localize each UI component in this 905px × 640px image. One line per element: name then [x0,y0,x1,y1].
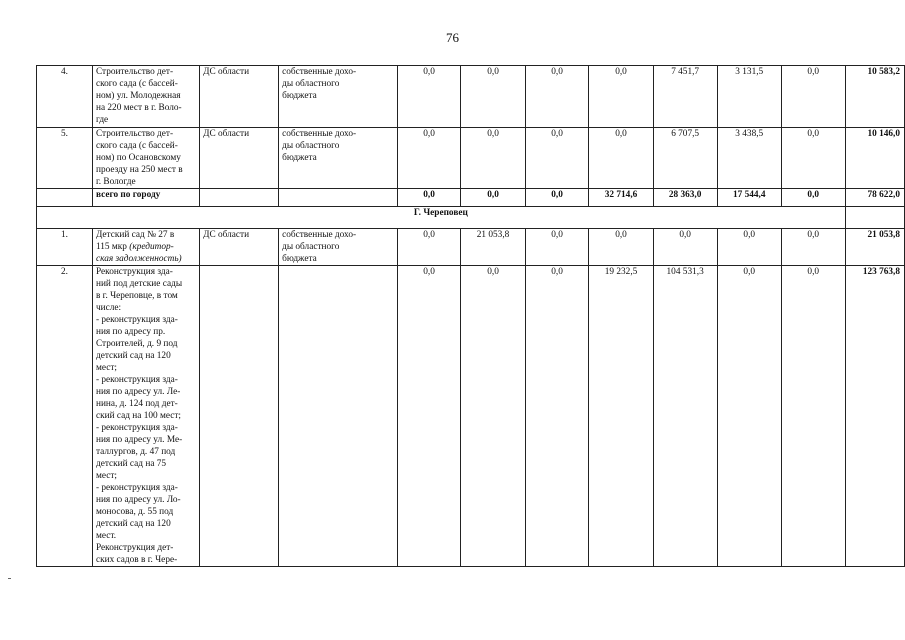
row-number: 2. [37,266,93,567]
value-cell: 104 531,3 [653,266,717,567]
value-cell: 19 232,5 [589,266,653,567]
table-row [37,66,905,128]
value-cell: 3 131,5 [717,66,781,128]
subtotal-row [37,189,905,207]
object-name: Детский сад № 27 в 115 мкр (кредитор- ская задолженность) [92,229,199,266]
row-number: 4. [37,66,93,128]
value-cell: 0,0 [461,266,525,567]
value-cell: 0,0 [589,66,653,128]
scan-mark [8,578,11,579]
value-cell: 0,0 [589,229,653,266]
value-cell: 0,0 [525,128,589,189]
subtotal-label: всего по городу [92,189,199,207]
table-row [37,229,905,266]
object-name: Строительство дет- ского сада (с бассей- ном) по Осановскому проезду на 250 мест в г. Вологде [92,128,199,189]
value-cell: 0,0 [781,66,845,128]
value-cell: 28 363,0 [653,189,717,207]
object-type: ДС области [200,128,279,189]
object-type: ДС области [200,229,279,266]
total-cell: 10 583,2 [845,66,904,128]
page-number: 76 [446,30,459,45]
funding-source: собственные дохо- ды областного бюджета [279,128,398,189]
value-cell: 0,0 [525,189,589,207]
value-cell: 0,0 [653,229,717,266]
value-cell: 7 451,7 [653,66,717,128]
value-cell: 0,0 [525,229,589,266]
value-cell: 0,0 [397,189,461,207]
funding-source: собственные дохо- ды областного бюджета [279,66,398,128]
value-cell: 3 438,5 [717,128,781,189]
section-row [37,207,905,229]
value-cell: 0,0 [397,66,461,128]
value-cell: 0,0 [717,229,781,266]
table-row [37,128,905,189]
value-cell: 0,0 [461,128,525,189]
object-type: ДС области [200,66,279,128]
value-cell: 21 053,8 [461,229,525,266]
value-cell: 6 707,5 [653,128,717,189]
table-row [37,266,905,567]
value-cell: 0,0 [525,66,589,128]
value-cell: 17 544,4 [717,189,781,207]
section-title: Г. Череповец [37,207,846,229]
value-cell: 0,0 [589,128,653,189]
value-cell: 32 714,6 [589,189,653,207]
value-cell: 0,0 [461,189,525,207]
value-cell: 0,0 [781,266,845,567]
object-name: Реконструкция зда- ний под детские сады в г. Череповце, в том числе: - реконструкция зда- ния по адресу пр. Строителей, д. 9 под детский сад на 120 мест; - реконструкция зда- ния по адресу ул. Ле- нина, д. 124 под дет- ский сад на 100 мест; - реконструкция зда- ния по адресу ул. Ме- таллургов, д. 47 под детский сад на 75 мест; - реконструкция зда- ния по адресу ул. Ло- моносова, д. 55 под детский сад на 120 мест. Реконструкция дет- ских садов в г. Чере- [92,266,199,567]
value-cell: 0,0 [781,189,845,207]
total-cell: 21 053,8 [845,229,904,266]
funding-source [279,266,398,567]
total-cell: 10 146,0 [845,128,904,189]
total-cell: 123 763,8 [845,266,904,567]
budget-table [36,65,905,567]
total-cell: 78 622,0 [845,189,904,207]
value-cell: 0,0 [461,66,525,128]
funding-source: собственные дохо- ды областного бюджета [279,229,398,266]
row-number: 1. [37,229,93,266]
value-cell: 0,0 [397,266,461,567]
row-number: 5. [37,128,93,189]
value-cell: 0,0 [397,229,461,266]
value-cell: 0,0 [397,128,461,189]
object-name: Строительство дет- ского сада (с бассей- ном) ул. Молодежная на 220 мест в г. Воло- где [92,66,199,128]
value-cell: 0,0 [717,266,781,567]
value-cell: 0,0 [781,229,845,266]
value-cell: 0,0 [525,266,589,567]
object-type [200,266,279,567]
value-cell: 0,0 [781,128,845,189]
